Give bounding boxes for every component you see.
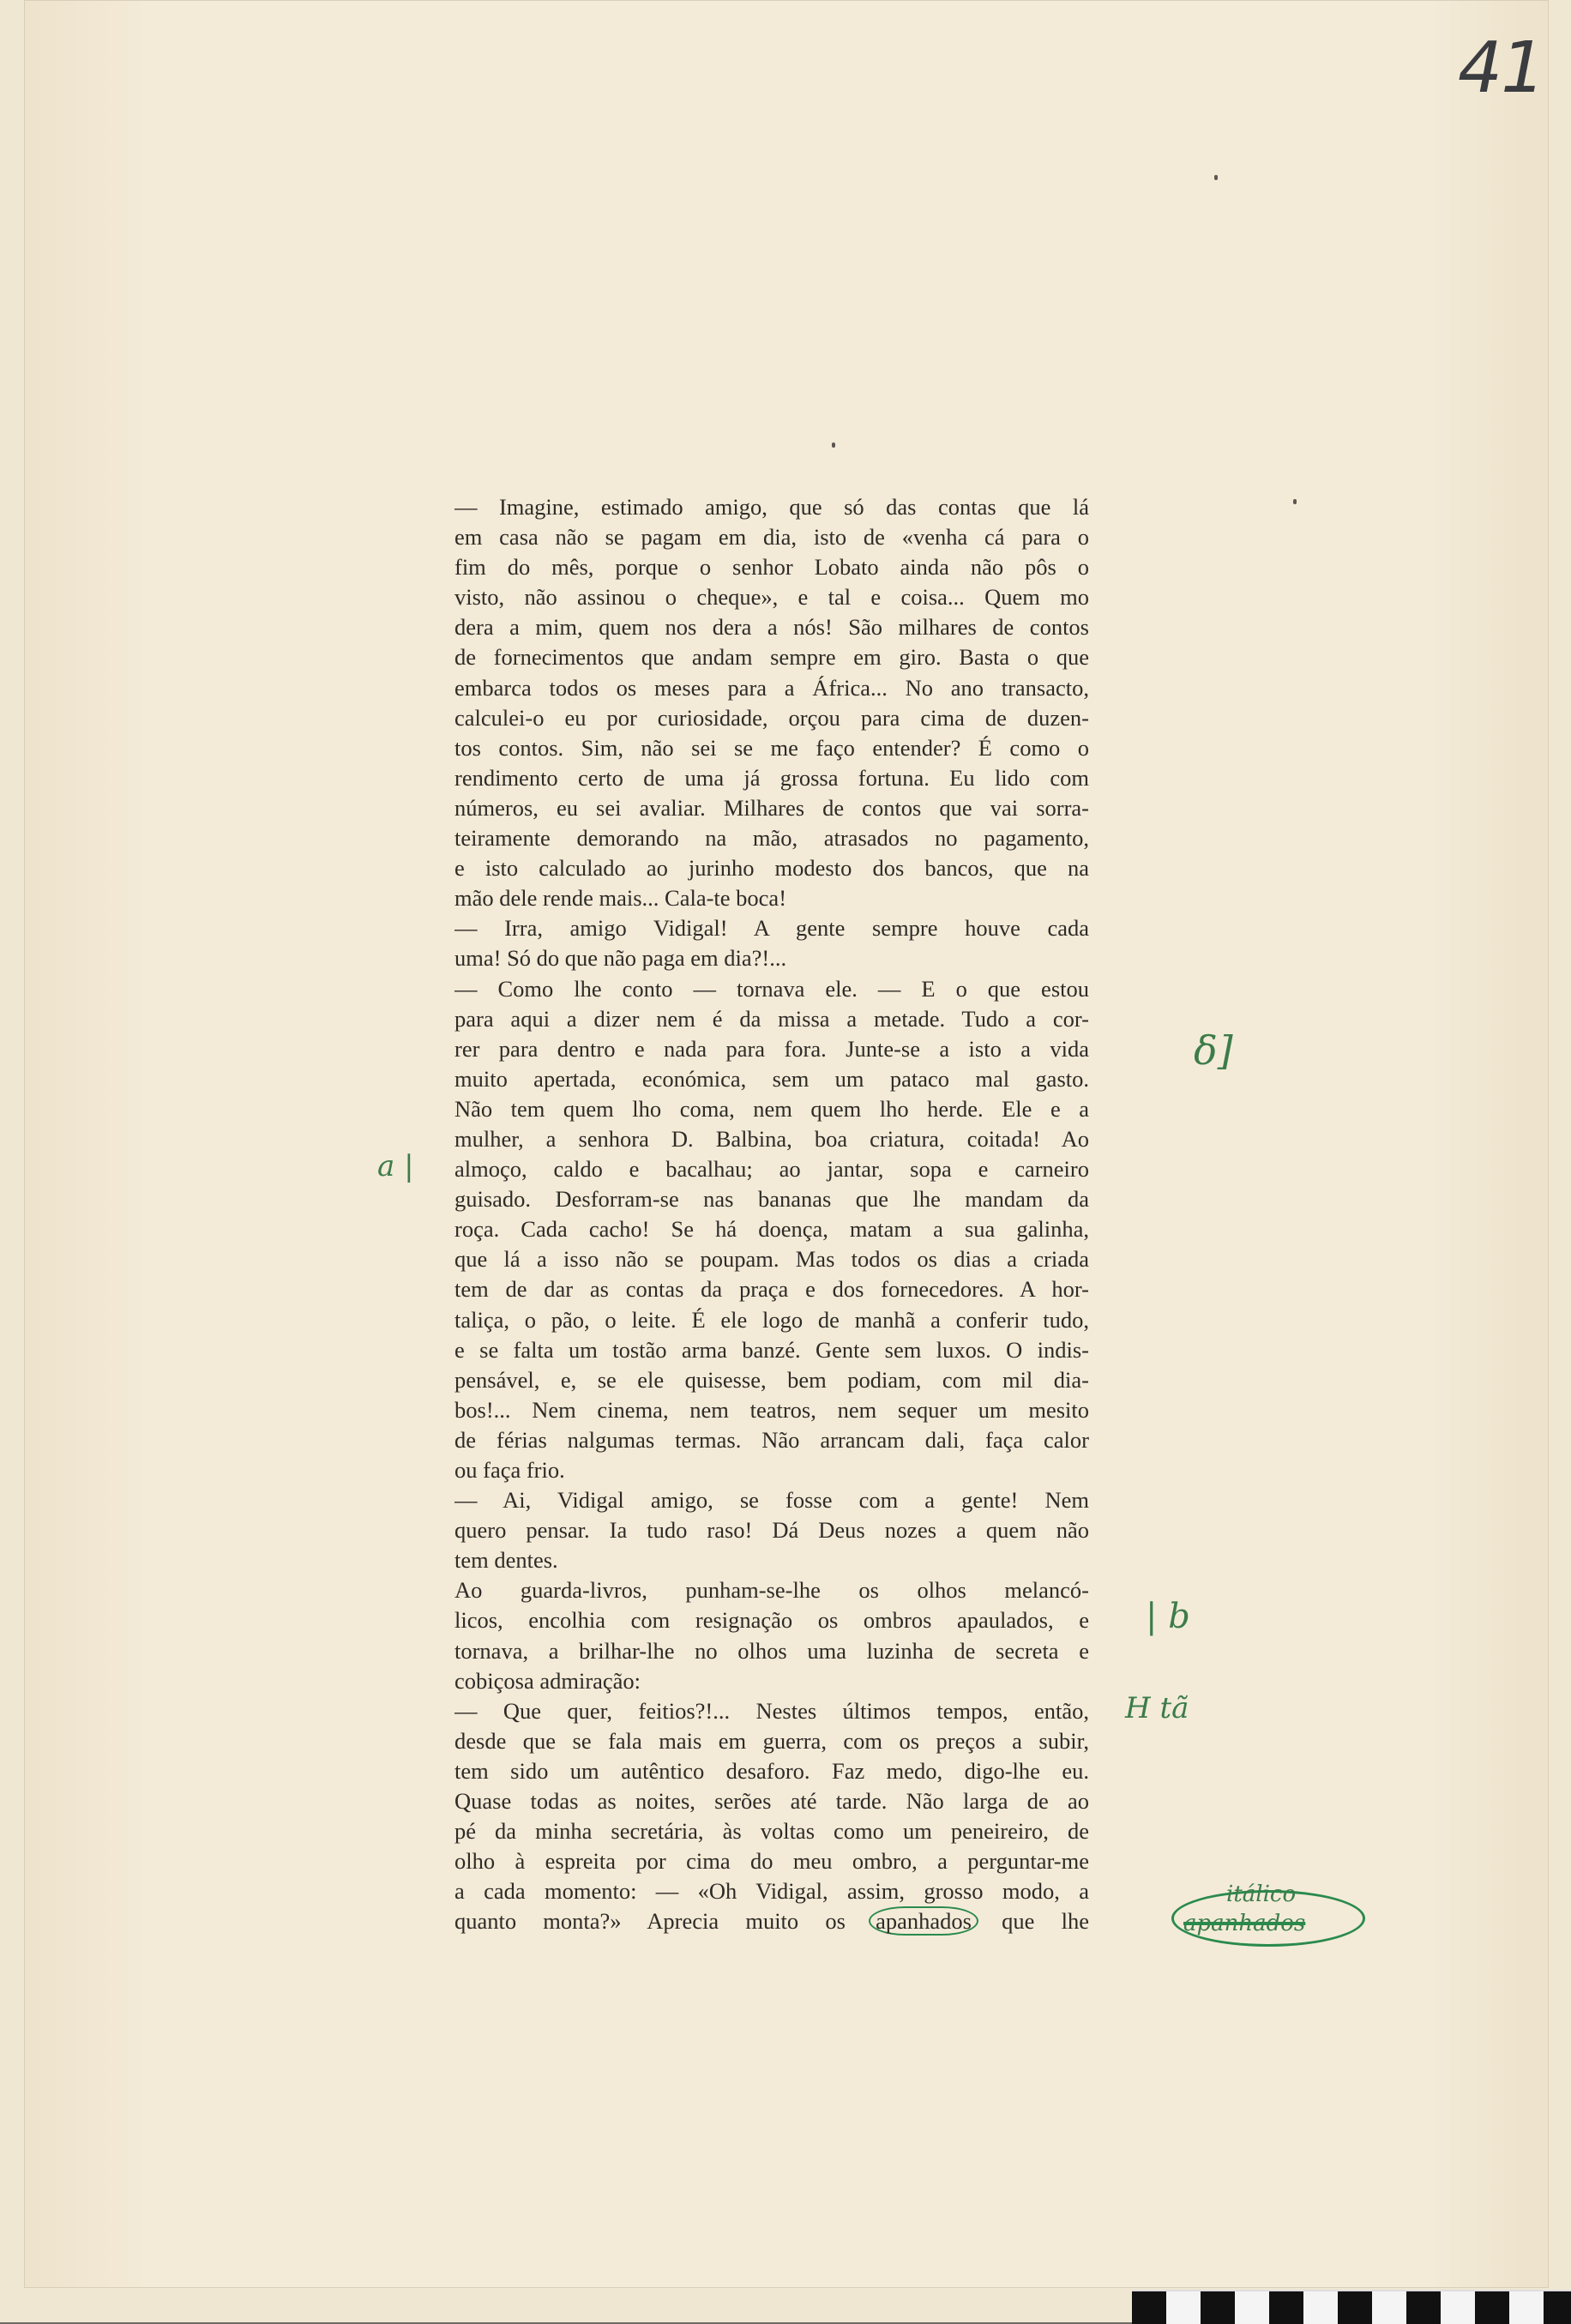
final-line-end: que lhe	[1002, 1908, 1089, 1935]
text-line: tos contos. Sim, não sei se me faço entender? É como o	[454, 734, 1089, 761]
text-line: — Imagine, estimado amigo, que só das contas que lá	[454, 494, 1089, 520]
text-line: fim do mês, porque o senhor Lobato ainda não pôs o	[454, 554, 1089, 581]
text-line: tem de dar as contas da praça e dos fornecedores. A hor-	[454, 1276, 1089, 1303]
circled-word: apanhados	[869, 1906, 978, 1936]
text-line: embarca todos os meses para a África... No ano transacto,	[454, 674, 1089, 701]
ink-spot	[1214, 175, 1218, 180]
margin-note-delta: δ]	[1194, 1027, 1233, 1074]
text-line: e se falta um tostão arma banzé. Gente sem luxos. O indis-	[454, 1336, 1089, 1363]
text-line: quero pensar. Ia tudo raso! Dá Deus nozes a quem não	[454, 1517, 1089, 1544]
margin-note-left: a |	[377, 1149, 414, 1183]
text-line: rer para dentro e nada para fora. Junte-se a isto a vida	[454, 1035, 1089, 1062]
text-line: cobiçosa admiração:	[454, 1667, 641, 1694]
margin-note-crossed: apanhados	[1183, 1911, 1306, 1936]
text-line: dera a mim, quem nos dera a nós! São milhares de contos	[454, 614, 1089, 641]
text-line: tem sido um autêntico desaforo. Faz medo, digo-lhe eu.	[454, 1757, 1089, 1784]
final-line-start: quanto monta?» Aprecia muito os	[454, 1908, 846, 1935]
ink-spot	[1293, 499, 1297, 504]
text-line: números, eu sei avaliar. Milhares de contos que vai sorra-	[454, 794, 1089, 821]
final-text-line	[454, 1906, 1089, 1936]
text-line: ou faça frio.	[454, 1457, 565, 1483]
text-line: — Que quer, feitios?!... Nestes últimos tempos, então,	[454, 1697, 1089, 1724]
text-line: Não tem quem lho coma, nem quem lho herde. Ele e a	[454, 1095, 1089, 1122]
text-line: — Irra, amigo Vidigal! A gente sempre houve cada	[454, 915, 1089, 942]
text-line: que lá a isso não se poupam. Mas todos os dias a criada	[454, 1246, 1089, 1273]
text-line: olho à espreita por cima do meu ombro, a perguntar-me	[454, 1848, 1089, 1875]
text-line: de férias nalgumas termas. Não arrancam dali, faça calor	[454, 1426, 1089, 1453]
text-line: rendimento certo de uma já grossa fortuna. Eu lido com	[454, 764, 1089, 791]
text-line: tornava, a brilhar-lhe no olhos uma luzinha de secreta e	[454, 1637, 1089, 1664]
text-line: — Ai, Vidigal amigo, se fosse com a gente! Nem	[454, 1487, 1089, 1514]
text-line: bos!... Nem cinema, nem teatros, nem sequer um mesito	[454, 1396, 1089, 1423]
margin-note-1b: | b	[1146, 1597, 1190, 1636]
text-line: de fornecimentos que andam sempre em giro. Basta o que	[454, 644, 1089, 671]
text-line: uma! Só do que não paga em dia?!...	[454, 945, 787, 972]
text-line: teiramente demorando na mão, atrasados no pagamento,	[454, 825, 1089, 852]
text-line: mulher, a senhora D. Balbina, boa criatura, coitada! Ao	[454, 1125, 1089, 1152]
text-line: em casa não se pagam em dia, isto de «venha cá para o	[454, 524, 1089, 551]
margin-note-italico: itálico	[1226, 1881, 1297, 1907]
body-text	[454, 492, 1089, 1937]
text-line: pé da minha secretária, às voltas como um peneireiro, de	[454, 1818, 1089, 1845]
text-line: para aqui a dizer nem é da missa a metade. Tudo a cor-	[454, 1005, 1089, 1032]
text-line: roça. Cada cacho! Se há doença, matam a sua galinha,	[454, 1216, 1089, 1243]
scale-ruler	[1132, 2290, 1571, 2324]
text-line: tem dentes.	[454, 1547, 558, 1574]
text-line: mão dele rende mais... Cala-te boca!	[454, 885, 787, 912]
text-line: Ao guarda-livros, punham-se-lhe os olhos melancó-	[454, 1577, 1089, 1604]
page-number: 41	[1458, 27, 1544, 109]
text-line: visto, não assinou o cheque», e tal e coisa... Quem mo	[454, 584, 1089, 611]
text-line: pensável, e, se ele quisesse, bem podiam, com mil dia-	[454, 1366, 1089, 1393]
ink-spot	[832, 443, 835, 448]
text-line: taliça, o pão, o leite. É ele logo de manhã a conferir tudo,	[454, 1306, 1089, 1333]
text-line: e isto calculado ao jurinho modesto dos bancos, que na	[454, 855, 1089, 882]
text-line: licos, encolhia com resignação os ombros apaulados, e	[454, 1607, 1089, 1634]
text-line: a cada momento: — «Oh Vidigal, assim, grosso modo, a	[454, 1878, 1089, 1905]
text-line: calculei-o eu por curiosidade, orçou para cima de duzen-	[454, 704, 1089, 731]
text-line: muito apertada, económica, sem um pataco mal gasto.	[454, 1065, 1089, 1092]
margin-note-hta: H tã	[1125, 1691, 1189, 1725]
text-line: guisado. Desforram-se nas bananas que lhe mandam da	[454, 1186, 1089, 1213]
text-line: Quase todas as noites, serões até tarde. Não larga de ao	[454, 1788, 1089, 1815]
text-line: desde que se fala mais em guerra, com os preços a subir,	[454, 1727, 1089, 1754]
text-line: almoço, caldo e bacalhau; ao jantar, sopa e carneiro	[454, 1156, 1089, 1183]
text-line: — Como lhe conto — tornava ele. — E o que estou	[454, 975, 1089, 1002]
